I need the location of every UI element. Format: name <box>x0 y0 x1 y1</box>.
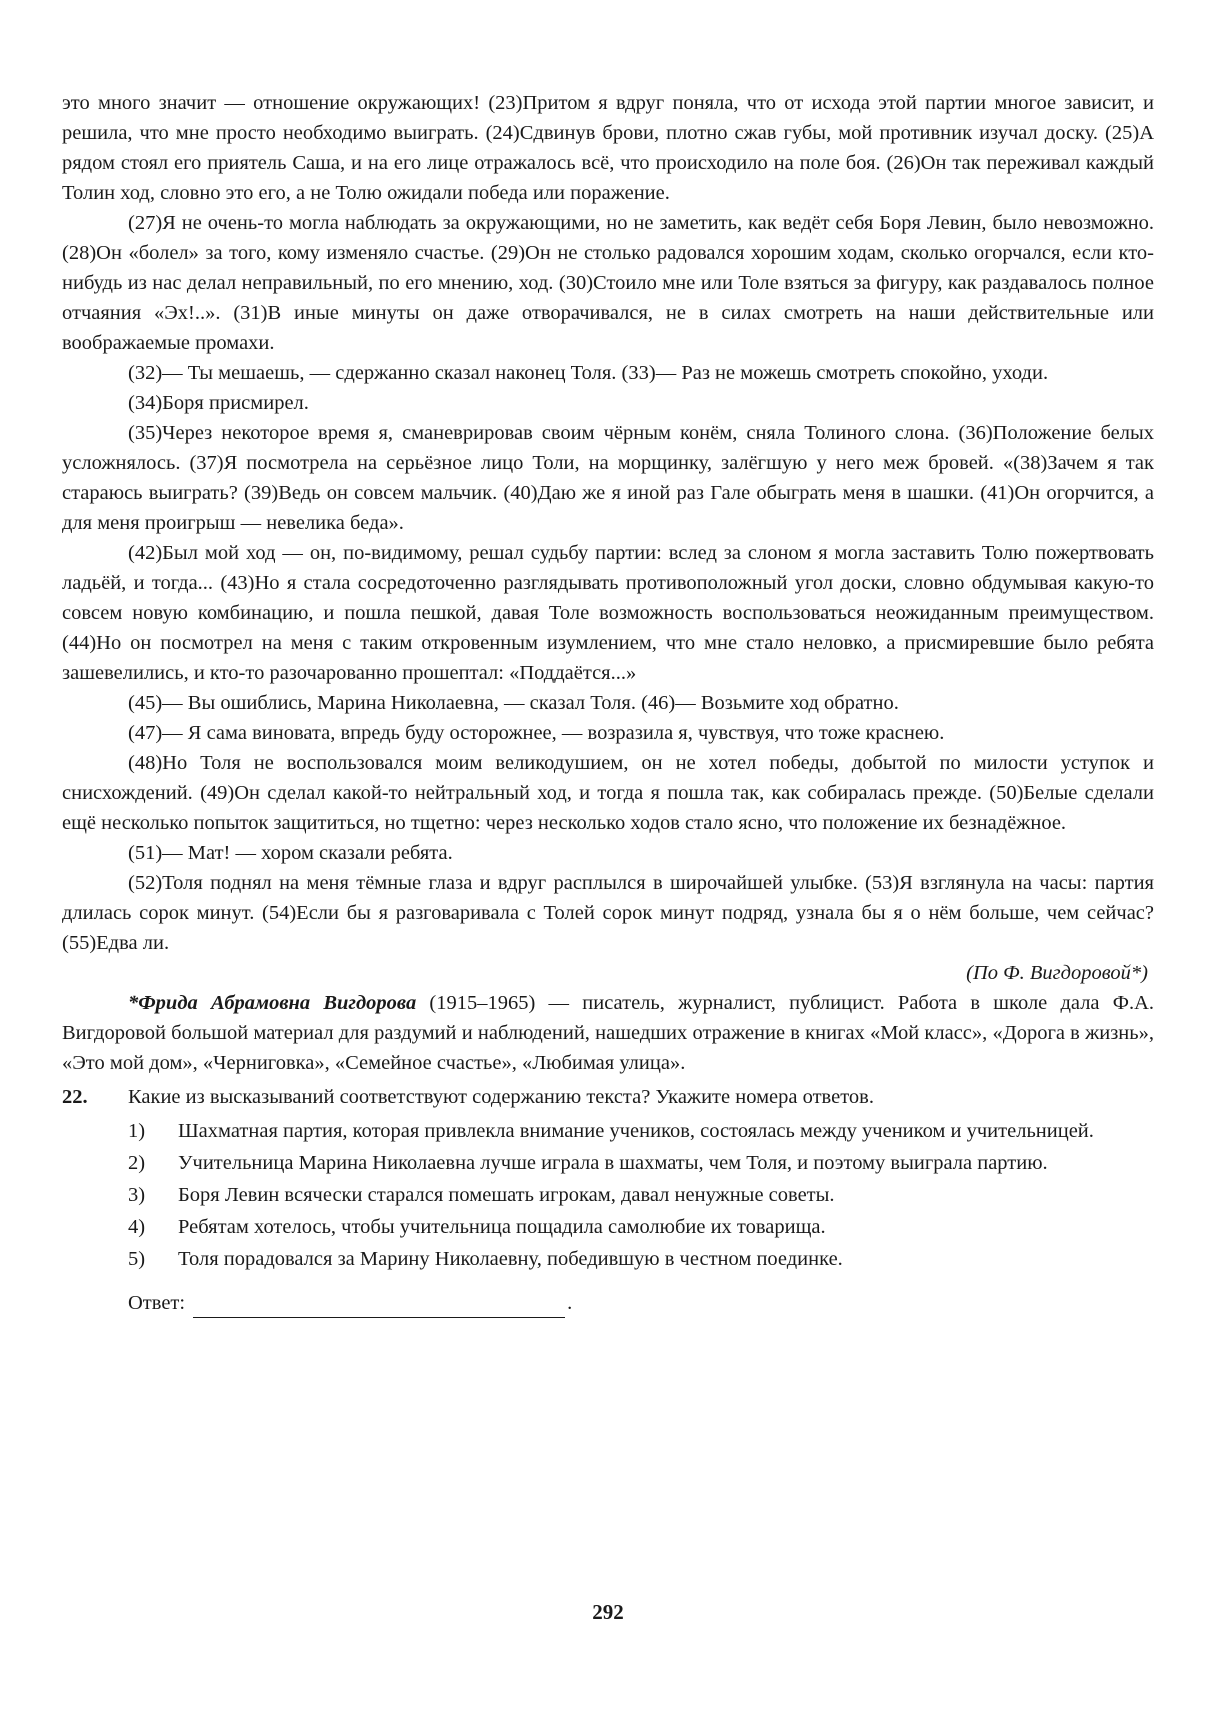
answer-options <box>62 1116 1154 1274</box>
task-question: Какие из высказываний соответствуют содержанию текста? Укажите номера ответов. <box>128 1086 874 1108</box>
source-attribution: (По Ф. Вигдоровой*) <box>966 962 1148 984</box>
option-5 <box>62 1244 1154 1274</box>
option-number: 5) <box>128 1248 146 1270</box>
option-text: Толя порадовался за Марину Николаевну, победившую в честном поединке. <box>178 1248 843 1270</box>
answer-row <box>128 1288 1154 1318</box>
paragraph-6: (42)Был мой ход — он, по-видимому, решал судьбу партии: вслед за слоном я могла заставить Толю пожертвовать ладьёй, и тогда... (43)Но я стала сосредоточенно разглядывать противоположный угол доски, словно обдумывая какую-то совсем новую комбинацию, и пошла пешкой, давая Толе возможность воспользоваться неожиданным преимуществом. (44)Но он посмотрел на меня с таким откровенным изумлением, что мне стало неловко, а присмиревшие было ребята зашевелились, и кто-то разочарованно прошептал: «Поддаётся...» <box>62 542 1154 684</box>
option-number: 1) <box>128 1120 146 1142</box>
footnote-author-name: *Фрида Абрамовна Вигдорова <box>128 992 417 1014</box>
option-1 <box>62 1116 1154 1146</box>
option-number: 3) <box>128 1184 146 1206</box>
paragraph-1: это много значит — отношение окружающих! (23)Притом я вдруг поняла, что от исхода этой партии многое зависит, и решила, что мне просто необходимо выиграть. (24)Сдвинув брови, плотно сжав губы, мой противник изучал доску. (25)А рядом стоял его приятель Саша, и на его лице отражалось всё, что происходило на поле боя. (26)Он так переживал каждый Толин ход, словно это его, а не Толю ожидали победа или поражение. <box>62 92 1154 204</box>
paragraph-8: (47)— Я сама виновата, впредь буду осторожнее, — возразила я, чувствуя, что тоже краснею. <box>128 722 945 744</box>
paragraph-7: (45)— Вы ошиблись, Марина Николаевна, — сказал Толя. (46)— Возьмите ход обратно. <box>128 692 899 714</box>
answer-label: Ответ: <box>128 1292 186 1314</box>
author-footnote <box>62 988 1154 1078</box>
option-text: Ребятам хотелось, чтобы учительница пощадила самолюбие их товарища. <box>178 1216 826 1238</box>
option-3 <box>62 1180 1154 1210</box>
paragraph-11: (52)Толя поднял на меня тёмные глаза и вдруг расплылся в широчайшей улыбке. (53)Я взглянула на часы: партия длилась сорок минут. (54)Если бы я разговаривала с Толей сорок минут подряд, узнала бы я о нём больше, чем сейчас? (55)Едва ли. <box>62 872 1154 954</box>
paragraph-2: (27)Я не очень-то могла наблюдать за окружающими, но не заметить, как ведёт себя Боря Левин, было невозможно. (28)Он «болел» за того, кому изменяло счастье. (29)Он не столько радовался хорошим ходам, сколько огорчался, если кто-нибудь из нас делал неправильный, по его мнению, ход. (30)Стоило мне или Толе взяться за фигуру, как раздавалось полное отчаяния «Эх!..». (31)В иные минуты он даже отворачивался, не в силах смотреть на наши действительные или воображаемые промахи. <box>62 212 1154 354</box>
document-page <box>62 88 1154 1318</box>
option-2 <box>62 1148 1154 1178</box>
answer-end-mark: . <box>567 1292 573 1314</box>
option-text: Учительница Марина Николаевна лучше играла в шахматы, чем Толя, и поэтому выиграла партию. <box>178 1152 1048 1174</box>
paragraph-4: (34)Боря присмирел. <box>128 392 309 414</box>
task-number: 22. <box>62 1086 88 1108</box>
paragraph-9: (48)Но Толя не воспользовался моим великодушием, он не хотел победы, добытой по милости уступок и снисхождений. (49)Он сделал какой-то нейтральный ход, и тогда я пошла так, как собиралась прежде. (50)Белые сделали ещё несколько попыток защититься, но тщетно: через несколько ходов стало ясно, что положение их безнадёжное. <box>62 752 1154 834</box>
option-4 <box>62 1212 1154 1242</box>
paragraph-10: (51)— Мат! — хором сказали ребята. <box>128 842 453 864</box>
option-number: 2) <box>128 1152 146 1174</box>
page-number: 292 <box>592 1600 624 1624</box>
option-number: 4) <box>128 1216 146 1238</box>
paragraph-5: (35)Через некоторое время я, сманеврировав своим чёрным конём, сняла Толиного слона. (36)Положение белых усложнялось. (37)Я посмотрела на серьёзное лицо Толи, на морщинку, залёгшую у него меж бровей. «(38)Зачем я так стараюсь выиграть? (39)Ведь он совсем мальчик. (40)Даю же я иной раз Гале обыграть меня в шашки. (41)Он огорчится, а для меня проигрыш — невелика беда». <box>62 422 1154 534</box>
answer-field[interactable] <box>193 1295 565 1318</box>
paragraph-3: (32)— Ты мешаешь, — сдержанно сказал наконец Толя. (33)— Раз не можешь смотреть спокойно, уходи. <box>128 362 1049 384</box>
footnote-text: (1915–1965) — писатель, журналист, публицист. Работа в школе дала Ф.А. Вигдоровой большой материал для раздумий и наблюдений, нашедших отражение в книгах «Мой класс», «Дорога в жизнь», «Это мой дом», «Черниговка», «Семейное счастье», «Любимая улица». <box>62 992 1154 1074</box>
option-text: Боря Левин всячески старался помешать игрокам, давал ненужные советы. <box>178 1184 835 1206</box>
option-text: Шахматная партия, которая привлекла внимание учеников, состоялась между учеником и учительницей. <box>178 1120 1094 1142</box>
task-22 <box>62 1082 1154 1318</box>
